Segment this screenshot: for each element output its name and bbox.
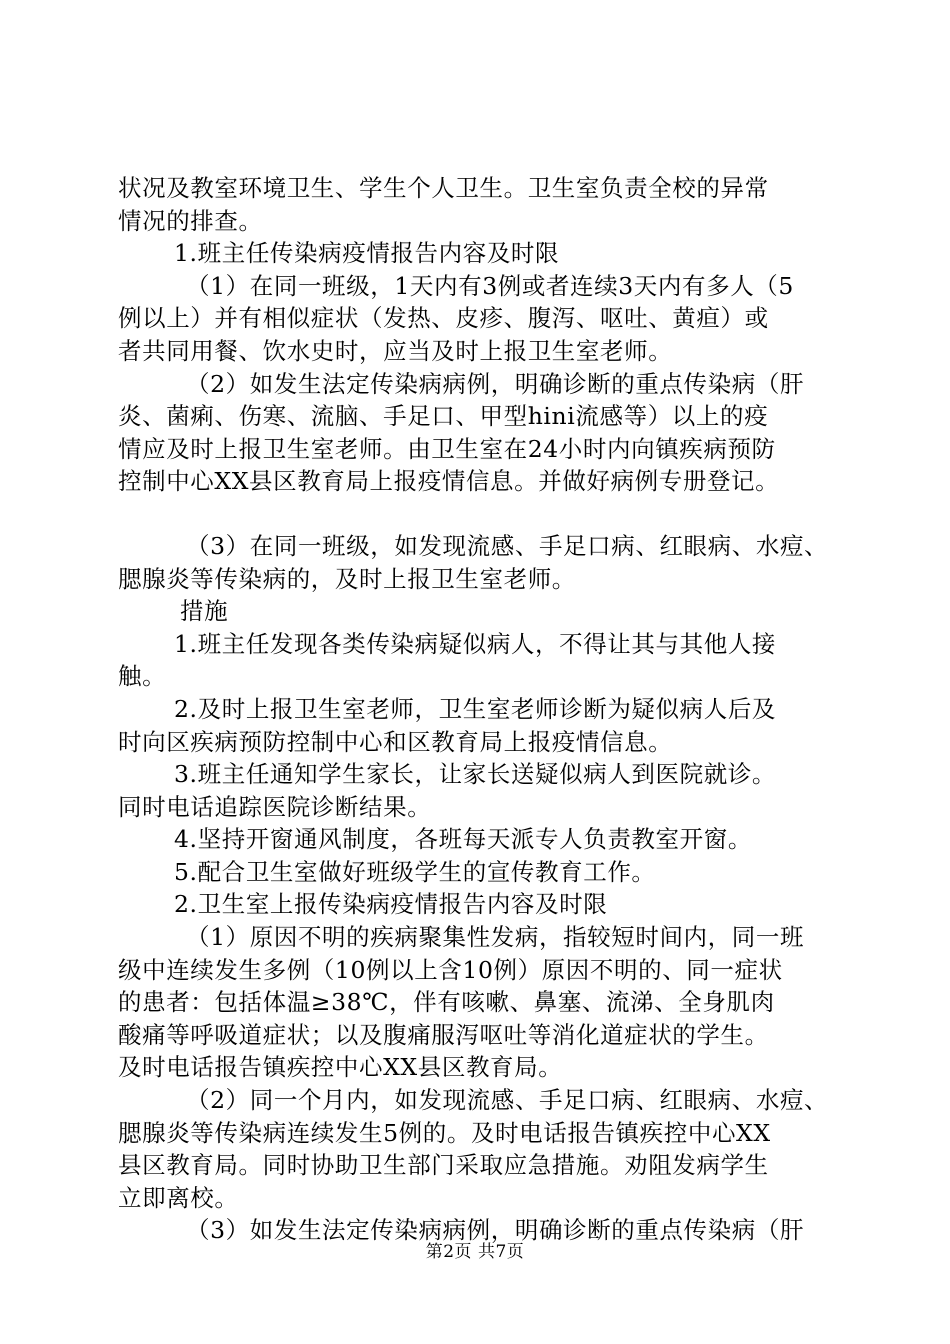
text-line: （2）同一个月内，如发现流感、手足口病、红眼病、水痘、 (186, 1086, 829, 1115)
text-line: 情应及时上报卫生室老师。由卫生室在24小时内向镇疾病预防 (118, 434, 776, 463)
text-line: 5.配合卫生室做好班级学生的宣传教育工作。 (174, 857, 656, 886)
text-line: 情况的排查。 (118, 206, 263, 235)
text-line: 状况及教室环境卫生、学生个人卫生。卫生室负责全校的异常 (118, 174, 769, 202)
text-line: 炎、菌痢、伤寒、流脑、手足口、甲型hini流感等）以上的疫 (118, 402, 769, 431)
text-line: 例以上）并有相似症状（发热、皮疹、腹泻、呕吐、黄疸）或 (118, 304, 769, 333)
text-line: 时向区疾病预防控制中心和区教育局上报疫情信息。 (118, 727, 673, 756)
document-body (118, 172, 838, 1247)
text-line: （1）在同一班级，1天内有3例或者连续3天内有多人（5 (186, 271, 794, 300)
text-line: 腮腺炎等传染病的，及时上报卫生室老师。 (118, 564, 576, 593)
text-line: 触。 (118, 662, 167, 691)
section-heading: 1.班主任传染病疫情报告内容及时限 (174, 239, 560, 268)
text-line: 2.及时上报卫生室老师，卫生室老师诊断为疑似病人后及 (174, 694, 777, 723)
text-line: （3）在同一班级，如发现流感、手足口病、红眼病、水痘、 (186, 531, 829, 560)
text-line: 县区教育局。同时协助卫生部门采取应急措施。劝阻发病学生 (118, 1151, 769, 1180)
section-heading: 措施 (180, 597, 229, 626)
text-line: 1.班主任发现各类传染病疑似病人，不得让其与其他人接 (174, 629, 777, 658)
page-number: 第2页 共7页 (425, 1242, 525, 1262)
text-line: 的患者：包括体温≥38℃，伴有咳嗽、鼻塞、流涕、全身肌肉 (118, 988, 775, 1017)
text-line: 及时电话报告镇疾控中心XX县区教育局。 (118, 1053, 563, 1082)
text-line: 4.坚持开窗通风制度，各班每天派专人负责教室开窗。 (174, 825, 752, 854)
section-heading: 2.卫生室上报传染病疫情报告内容及时限 (174, 890, 608, 919)
text-line: 3.班主任通知学生家长，让家长送疑似病人到医院就诊。 (174, 760, 777, 789)
text-line: 腮腺炎等传染病连续发生5例的。及时电话报告镇疾控中心XX (118, 1118, 771, 1147)
text-line: 级中连续发生多例（10例以上含10例）原因不明的、同一症状 (118, 955, 783, 984)
text-line: （2）如发生法定传染病病例，明确诊断的重点传染病（肝 (186, 369, 805, 398)
text-line: （3）如发生法定传染病病例，明确诊断的重点传染病（肝 (186, 1216, 805, 1245)
page-footer (0, 1240, 950, 1264)
paragraph-gap (118, 498, 838, 530)
text-line: 控制中心XX县区教育局上报疫情信息。并做好病例专册登记。 (118, 467, 780, 496)
text-line: 同时电话追踪医院诊断结果。 (118, 792, 432, 821)
text-line: （1）原因不明的疾病聚集性发病，指较短时间内，同一班 (186, 923, 805, 952)
text-line: 者共同用餐、饮水史时，应当及时上报卫生室老师。 (118, 336, 673, 365)
text-line: 酸痛等呼吸道症状；以及腹痛服泻呕吐等消化道症状的学生。 (118, 1020, 769, 1049)
text-line: 立即离校。 (118, 1183, 239, 1212)
